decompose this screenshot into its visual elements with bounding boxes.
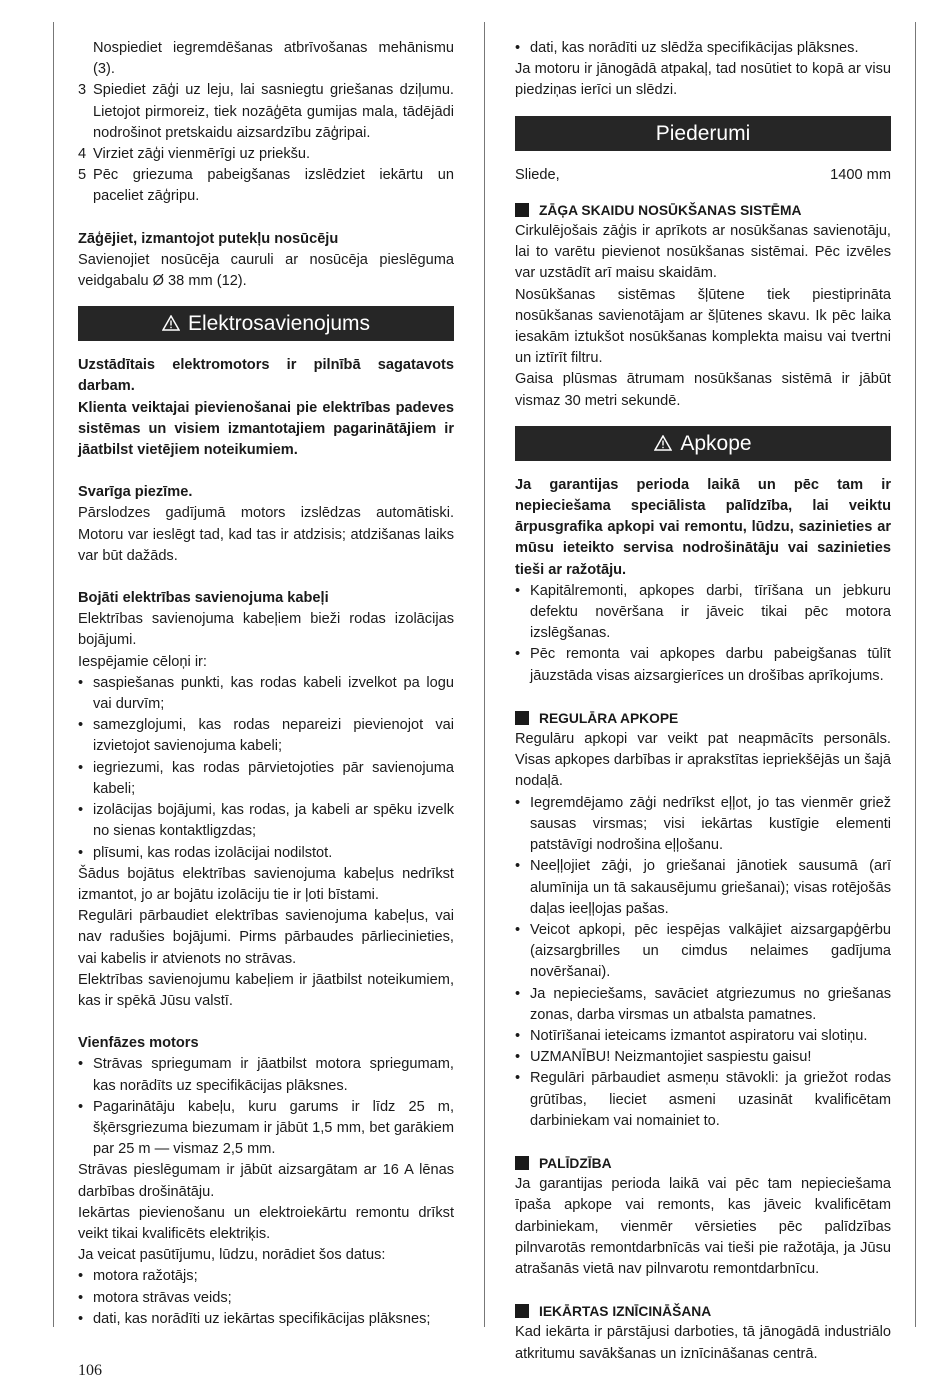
regular-maintenance-list (515, 793, 891, 1132)
list-item: • motora ražotājs; (78, 1266, 454, 1287)
step-5: 5 Pēc griezuma pabeigšanas izslēdziet iekārtu un paceliet zāģripu. (78, 167, 454, 205)
list-item: • Regulāri pārbaudiet asmeņu stāvokli: ja griežot rodas grūtības, lieciet asmeni uzasināt kvalificētam darbiniekam vai nomainiet to. (515, 1068, 891, 1132)
accessory-value: 1400 mm (830, 166, 891, 183)
list-item: • Strāvas spriegumam ir jāatbilst motora spriegumam, kas norādīts uz specifikācijas plāksnes. (78, 1054, 454, 1096)
cable-paragraph: Regulāri pārbaudiet elektrības savienojuma kabeļus, vai nav radušies bojājumi. Pirms pārbaudes pārliecinieties, vai kabelis ir atvienots no strāvas. (78, 908, 454, 967)
maintenance-banner: Apkope (515, 426, 891, 461)
chip-extraction-paragraph: Cirkulējošais zāģis ir aprīkots ar nosūkšanas savienotāju, lai to varētu pievienot nosūkšanas sistēmai. Pēc izvēles var uzstādīt arī maisu skaidām. (515, 223, 891, 282)
list-item: • Pēc remonta vai apkopes darbu pabeigšanas tūlīt jāuzstāda visas aizsargierīces un drošības aprīkojums. (515, 644, 891, 686)
damaged-cables-heading: Bojāti elektrības savienojuma kabeļi (78, 590, 329, 607)
electrical-bold-2: Klienta veiktajai pievienošanai pie elektrības padeves sistēmas un visiem izmantotajiem pagarinātājiem ir jāatbilst vietējiem noteikumiem. (78, 399, 454, 459)
list-item: • Veicot apkopi, pēc iespējas valkājiet aizsargapģērbu (aizsargbrilles un cimdus nelaimes gadījuma novēršanai). (515, 920, 891, 984)
list-item: • dati, kas norādīti uz slēdža specifikācijas plāksnes. (515, 38, 891, 59)
list-item: • Kapitālremonti, apkopes darbi, tīrīšana un jebkuru defektu novēršana ir jāveic tikai pēc motora izslēgšanas. (515, 581, 891, 645)
important-note-heading: Svarīga piezīme. (78, 484, 193, 501)
square-bullet-icon (515, 1304, 529, 1318)
motor-paragraph: Iekārtas pievienošanu un elektroiekārtu remontu drīkst veikt tikai kvalificēts elektriķis. (78, 1204, 454, 1242)
order-data-list-cont (515, 38, 891, 59)
list-item: • Ja nepieciešams, savāciet atgriezumus no griešanas zonas, darba virsmas un atbalsta pamatnes. (515, 984, 891, 1026)
list-item: • plīsumi, kas rodas izolācijai nodilstot. (78, 843, 454, 864)
motor-paragraph: Ja veicat pasūtījumu, lūdzu, norādiet šos datus: (78, 1247, 386, 1264)
damaged-cables-text: Elektrības savienojuma kabeļiem bieži rodas izolācijas bojājumi. (78, 611, 454, 649)
dust-extraction-text: Savienojiet nosūcēja cauruli ar nosūcēja pieslēguma veidgabalu Ø 38 mm (12). (78, 251, 454, 290)
regular-maintenance-text: Regulāru apkopi var veikt pat neapmācīts personāls. Visas apkopes darbības ir aprakstītas iepriekšējās un šajā nodaļā. (515, 731, 891, 790)
electrical-connection-banner: Elektrosavienojums (78, 306, 454, 341)
step-4: 4 Virziet zāģi vienmērīgi uz priekšu. (78, 146, 311, 163)
steps-list (78, 38, 454, 208)
list-item: • saspiešanas punkti, kas rodas kabeli izvelkot pa logu vai durvīm; (78, 673, 454, 715)
return-motor-text: Ja motoru ir jānogādā atpakaļ, tad nosūtiet to kopā ar visu piedziņas ierīci un slēdzi. (515, 61, 891, 99)
cable-paragraph: Elektrības savienojumu kabeļiem ir jāatbilst noteikumiem, kas ir spēkā Jūsu valstī. (78, 971, 454, 1009)
right-column (515, 38, 891, 1365)
assistance-text: Ja garantijas perioda laikā vai pēc tam nepieciešama īpaša apkope vai remonts, kas jāveic kvalificētam darbiniekam, vienmēr vērsieties pēc palīdzības pilnvarotās remontdarbnīcās vai tieši pie ražotāja, ja Jūsu atrašanās vietā nav pilnvarotu remontdarbnīcu. (515, 1176, 891, 1277)
order-data-list (78, 1266, 454, 1330)
disposal-text: Kad iekārta ir pārstājusi darboties, tā jānogādā industriālo atkritumu savākšanas un iznīcināšanas centrā. (515, 1324, 891, 1362)
step-3: 3 Spiediet zāģi uz leju, lai sasniegtu griešanas dziļumu. Lietojot pirmoreiz, tiek nozāģēta gumijas mala, tādējādi nodrošinot pretskaidu aizsardzību zāģripai. (78, 82, 454, 141)
causes-list (78, 673, 454, 864)
step-continuation: Nospiediet iegremdēšanas atbrīvošanas mehānismu (3). (93, 40, 454, 78)
chip-extraction-paragraph: Gaisa plūsmas ātrumam nosūkšanas sistēmā ir jābūt vismaz 30 metri sekundē. (515, 371, 891, 409)
regular-maintenance-heading: REGULĀRA APKOPE (515, 708, 891, 729)
warning-icon (162, 315, 180, 331)
accessories-banner: Piederumi (515, 116, 891, 151)
list-item: • Notīrīšanai ieteicams izmantot aspiratoru vai slotiņu. (515, 1026, 891, 1047)
chip-extraction-heading: ZĀĢA SKAIDU NOSŪKŠANAS SISTĒMA (515, 200, 891, 221)
list-item: • motora strāvas veids; (78, 1288, 454, 1309)
list-item: • UZMANĪBU! Neizmantojiet saspiestu gaisu! (515, 1047, 891, 1068)
accessory-label: Sliede, (515, 166, 560, 183)
dust-extraction-heading: Zāģējiet, izmantojot putekļu nosūcēju (78, 230, 339, 247)
center-rule (484, 22, 485, 1327)
warning-icon (654, 435, 672, 451)
page-number: 106 (78, 1362, 102, 1379)
square-bullet-icon (515, 1156, 529, 1170)
maintenance-bold-text: Ja garantijas perioda laikā un pēc tam ir nepieciešama speciālista palīdzība, lai veiktu ārpusgrafika apkopi vai remontu, lūdzu, sazinieties ar mūsu ieteikto servisa nodrošinātāju vai sazinieties tieši ar ražotāju. (515, 476, 891, 578)
left-column-rule (53, 22, 54, 1327)
possible-causes-text: Iespējamie cēloņi ir: (78, 653, 207, 670)
accessory-row (515, 165, 891, 186)
maintenance-list (515, 581, 891, 687)
square-bullet-icon (515, 711, 529, 725)
cable-paragraph: Šādus bojātus elektrības savienojuma kabeļus nedrīkst izmantot, jo ar bojātu izolāciju tie ir ļoti bīstami. (78, 865, 454, 903)
single-phase-motor-heading: Vienfāzes motors (78, 1035, 199, 1052)
list-item: • Iegremdējamo zāģi nedrīkst eļļot, jo tas vienmēr griež sausas virsmas; visi iekārtas kustīgie elementi patstāvīgi nodrošina eļļošanu. (515, 793, 891, 857)
list-item: • Neeļļojiet zāģi, jo griešanai jānotiek sausumā (arī alumīnija un tā sakausējumu griešanai); visas rotējošās daļas ieeļļojas pašas. (515, 856, 891, 920)
list-item: • dati, kas norādīti uz iekārtas specifikācijas plāksnes; (78, 1309, 454, 1330)
motor-list (78, 1054, 454, 1160)
list-item: • Pagarinātāju kabeļu, kuru garums ir līdz 25 m, šķērsgriezuma biezumam ir jābūt 1,5 mm, bet garākiem par 25 m — vismaz 2,5 mm. (78, 1097, 454, 1161)
chip-extraction-paragraph: Nosūkšanas sistēmas šļūtene tiek piestiprināta nosūkšanas savienotājam ar šļūtenes skavu. Ik pēc laika iesakām iztukšot nosūkšanas komplekta maisu vai tvertni un iztīrīt filtru. (515, 286, 891, 367)
square-bullet-icon (515, 203, 529, 217)
list-item: • iegriezumi, kas rodas pārvietojoties pār savienojuma kabeli; (78, 758, 454, 800)
right-column-rule (915, 22, 916, 1327)
list-item: • samezglojumi, kas rodas nepareizi pievienojot vai izvietojot savienojuma kabeli; (78, 715, 454, 757)
left-column (78, 38, 454, 1330)
assistance-heading: PALĪDZĪBA (515, 1153, 891, 1174)
important-note-text: Pārslodzes gadījumā motors izslēdzas automātiski. Motoru var ieslēgt tad, kad tas ir atdzisis; atdzišanas laiks var būt dažāds. (78, 505, 454, 564)
electrical-bold-1: Uzstādītais elektromotors ir pilnībā sagatavots darbam. (78, 357, 454, 395)
list-item: • izolācijas bojājumi, kas rodas, ja kabeli ar spēku izvelk no sienas kontaktligzdas; (78, 800, 454, 842)
motor-paragraph: Strāvas pieslēgumam ir jābūt aizsargātam ar 16 A lēnas darbības drošinātāju. (78, 1162, 454, 1200)
disposal-heading: IEKĀRTAS IZNĪCINĀŠANA (515, 1301, 891, 1322)
